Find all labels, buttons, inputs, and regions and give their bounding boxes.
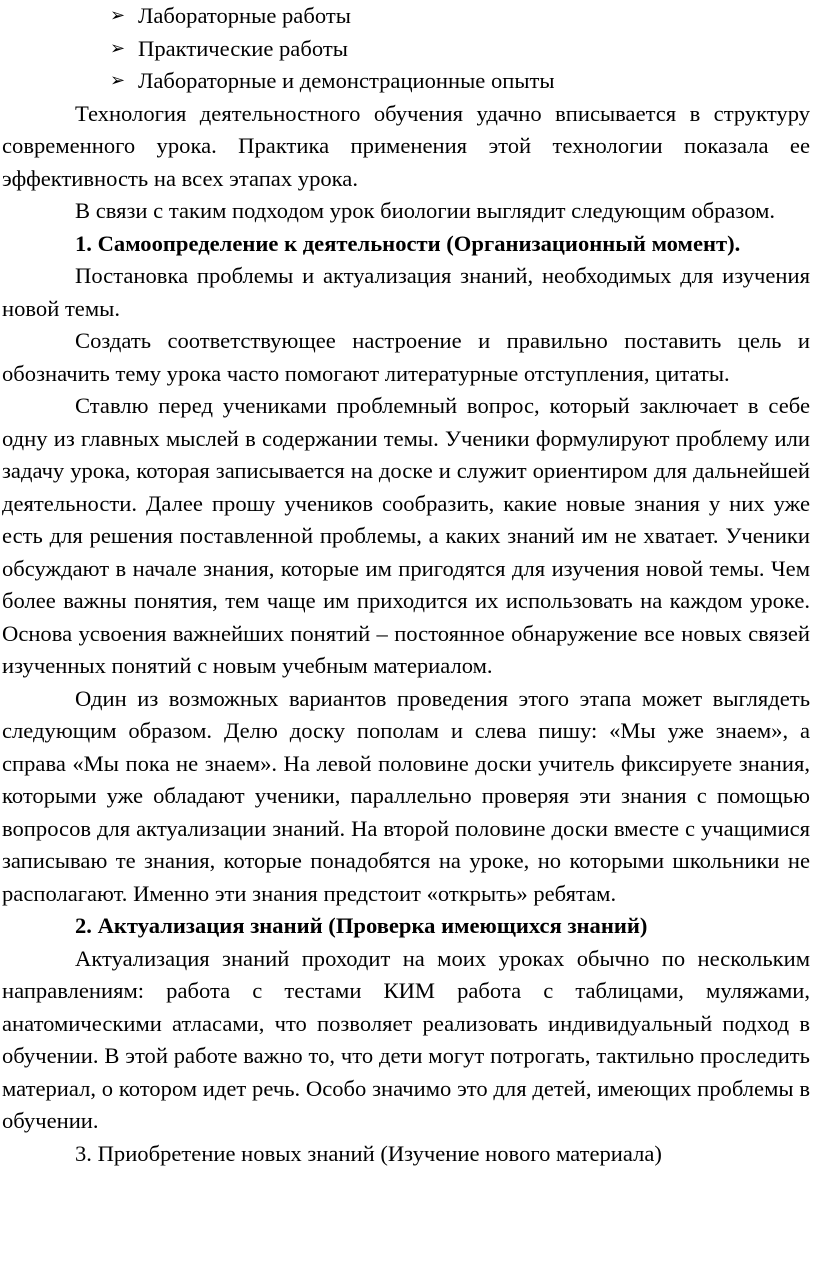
arrow-bullet-icon: ➢ [110,37,126,59]
list-item [2,33,810,66]
paragraph-lesson-structure: В связи с таким подходом урок биологии выглядит следующим образом. [75,198,776,223]
list-item [2,0,810,33]
arrow-bullet-icon: ➢ [110,70,126,91]
paragraph-problem-statement: Постановка проблемы и актуализация знаний, необходимых для изучения новой темы. [2,263,810,321]
arrow-bullet-icon: ➢ [110,5,126,26]
list-item [2,65,810,98]
paragraph-mood: Создать соответствующее настроение и правильно поставить цель и обозначить тему урока часто помогают литературные отступления, цитаты. [2,328,810,386]
section-heading-3: 3. Приобретение новых знаний (Изучение нового материала) [75,1140,662,1166]
section-heading-1: 1. Самоопределение к деятельности (Организационный момент). [75,230,741,256]
list-item-text: Лабораторные и демонстрационные опыты [138,68,555,93]
paragraph-technology: Технология деятельностного обучения удачно вписывается в структуру современного урока. Практика применения этой технологии показала ее эффективность на всех этапах урока. [2,100,810,191]
method-list [2,0,810,98]
list-item-text: Практические работы [138,35,348,61]
list-item-text: Лабораторные работы [138,3,351,28]
paragraph-board-example: Один из возможных вариантов проведения этого этапа может выглядеть следующим образом. Делю доску пополам и слева пишу: «Мы уже знаем», а справа «Мы пока не знаем». На левой половине доски учитель фиксируете знания, которыми уже обладают ученики, параллельно проверяя эти знания с помощью вопросов для актуализации знаний. На второй половине доски вместе с учащимися записываю те знания, которые понадобятся на уроке, но которыми школьники не располагают. Именно эти знания предстоит «открыть» ребятам. [2,685,810,906]
paragraph-actualization: Актуализация знаний проходит на моих уроках обычно по нескольким направлениям: работа с тестами КИМ работа с таблицами, муляжами, анатомическими атласами, что позволяет реализовать индивидуальный подход в обучении. В этой работе важно то, что дети могут потрогать, тактильно проследить материал, о котором идет речь. Особо значимо это для детей, имеющих проблемы в обучении. [2,945,810,1133]
section-heading-2: 2. Актуализация знаний (Проверка имеющихся знаний) [75,913,648,938]
paragraph-problem-question: Ставлю перед учениками проблемный вопрос, который заключает в себе одну из главных мыслей в содержании темы. Ученики формулируют проблему или задачу урока, которая записывается на доске и служит ориентиром для дальнейшей деятельности. Далее прошу учеников сообразить, какие новые знания у них уже есть для решения поставленной проблемы, а каких знаний им не хватает. Ученики обсуждают в начале знания, которые им пригодятся для изучения новой темы. Чем более важны понятия, тем чаще им приходится их использовать на каждом уроке. Основа усвоения важнейших понятий – постоянное обнаружение все новых связей изученных понятий с новым учебным материалом. [2,393,810,678]
